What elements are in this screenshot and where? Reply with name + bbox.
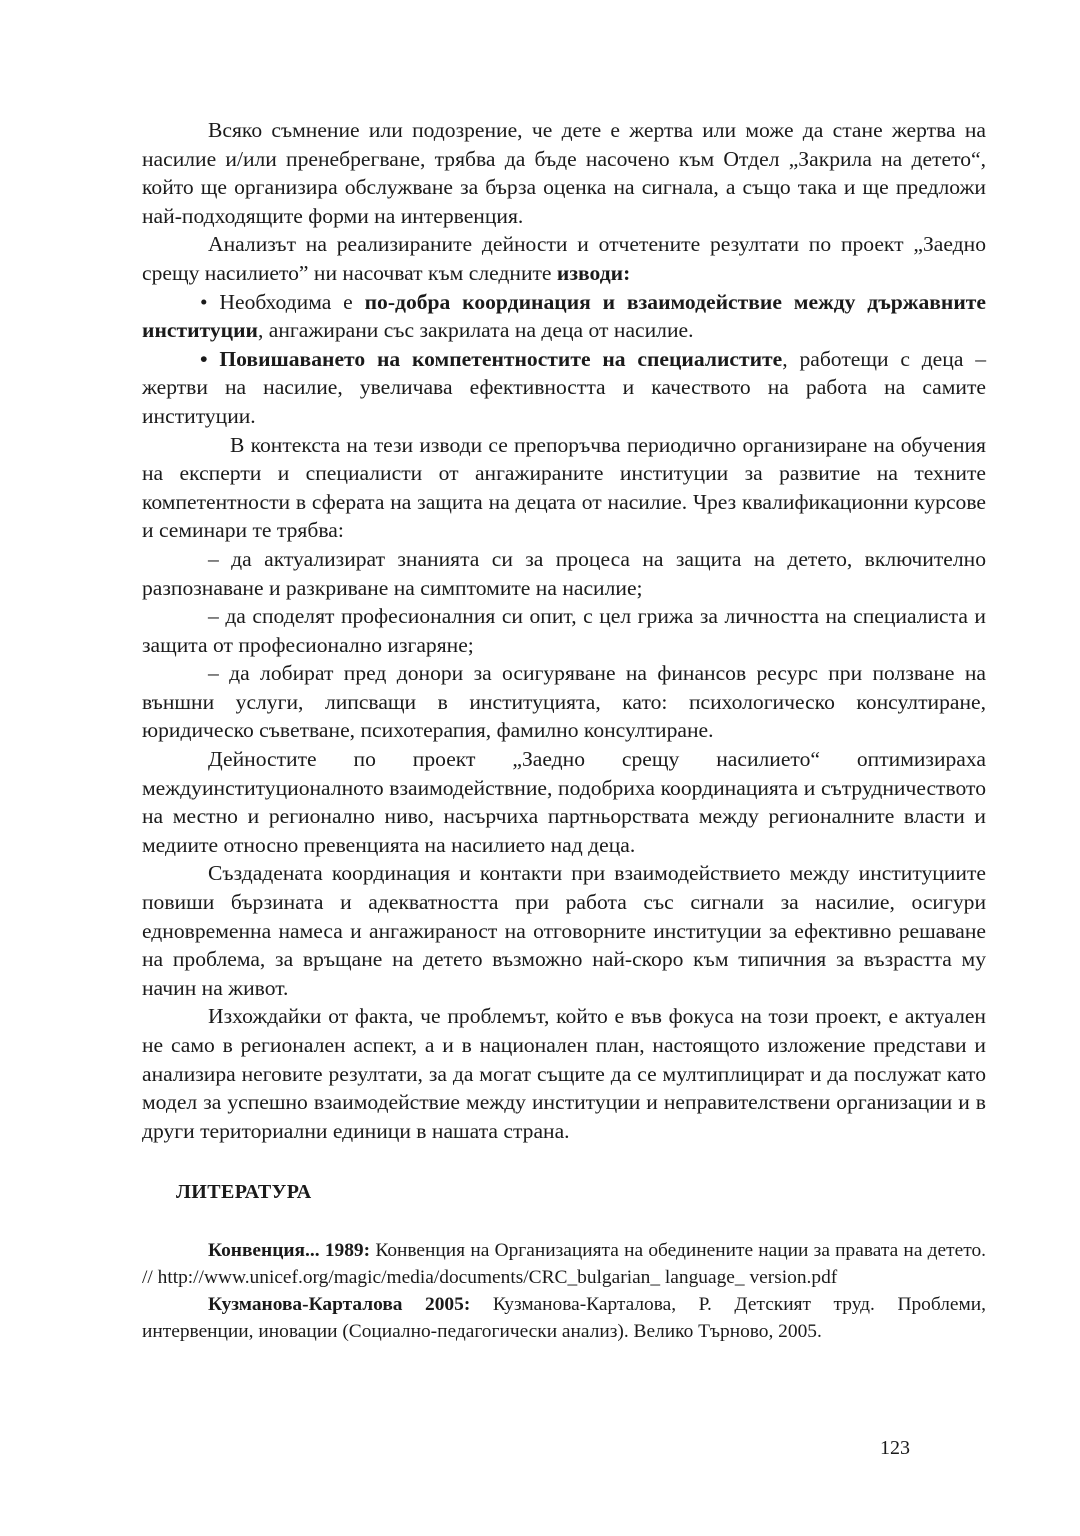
reference-item — [142, 1238, 986, 1292]
bullet-coordination-bold: по-добра координация и взаимодействие между държавните институции — [142, 289, 986, 343]
bullet-coordination-rest: , ангажирани със закрилата на деца от насилие. — [257, 318, 694, 343]
conclusions-intro-text: Анализът на реализираните дейности и отчетените резултати по проект „Заедно срещу насилието” ни насочват към следните — [142, 232, 986, 285]
bullet-competence — [142, 345, 986, 431]
reference-item — [142, 1292, 986, 1346]
literature-heading: ЛИТЕРАТУРА — [176, 1181, 312, 1204]
paragraph-coordination-results: Създадената координация и контакти при взаимодействието между институциите повиши бързината и адекватността при работа със сигнали за насилие, осигури едновременна намеса и ангажираност на отговорните институции за ефективно решаване на проблема, за връщане на детето възможно най-скоро към типичния за възрастта му начин на живот. — [142, 861, 986, 1000]
bullet-competence-rest: , работещи с деца – жертви на насилие, увеличава ефективността и качеството на работа на самите институции. — [142, 346, 987, 428]
dash-item-lobbying: – да лобират пред донори за осигуряване на финансов ресурс при ползване на външни услуги, липсващи в институцията, като: психологическо консултиране, юридическо съветване, психотерапия, фамилно консултиране. — [142, 661, 986, 743]
paragraph-conclusions-intro — [142, 230, 986, 287]
conclusions-label: изводи: — [556, 260, 631, 285]
dash-item-experience: – да споделят професионалния си опит, с цел грижа за личността на специалиста и защита от професионално изгаряне; — [142, 604, 986, 657]
page-number: 123 — [880, 1437, 910, 1459]
reference-key: Конвенция... 1989: — [208, 1240, 371, 1262]
paragraph-training-recommendation: В контекста на тези изводи се препоръчва периодично организиране на обучения на експерти и специалисти от ангажираните институции за развитие на техните компетентности в сферата на защита на децата от насилие. Чрез квалификационни курсове и семинари те трябва: — [142, 432, 986, 543]
bullet-competence-bold: • Повишаването на компетентностите на специалистите — [200, 346, 783, 371]
dash-item-knowledge: – да актуализират знанията си за процеса на защита на детето, включително разпознаване и разкриване на симптомите на насилие; — [142, 546, 986, 600]
bullet-coordination — [142, 288, 986, 345]
paragraph-closing: Изхождайки от факта, че проблемът, който е във фокуса на този проект, е актуален не само в регионален аспект, а и в национален план, настоящото изложение представи и анализира неговите резултати, за да могат същите да се мултиплицират и да послужат като модел за успешно взаимодействие между институции и неправителствени организации и в други териториални единици в нашата страна. — [142, 1004, 986, 1143]
reference-text: Кузманова-Карталова, Р. Детският труд. Проблеми, интервенции, иновации (Социално-педагогически анализ). Велико Търново, 2005. — [142, 1293, 986, 1342]
paragraph-project-activities: Дейностите по проект „Заедно срещу насилието“ оптимизираха междуинституционалното взаимодействние, подобриха координацията и сътрудничеството на местно и регионално ниво, насърчиха партньорствата между регионалните власти и медиите относно превенцията на насилието над деца. — [142, 747, 986, 857]
document-page — [142, 116, 986, 1346]
reference-list — [142, 1238, 986, 1345]
reference-key: Кузманова-Карталова 2005: — [208, 1293, 471, 1315]
body-text — [142, 116, 986, 1145]
paragraph-signal-referral: Всяко съмнение или подозрение, че дете е жертва или може да стане жертва на насилие и/или пренебрегване, трябва да бъде насочено към Отдел „Закрила на детето“, който ще организира обслужване за бърза оценка на сигнала, а също така и ще предложи най-подходящите форми на интервенция. — [142, 118, 986, 228]
reference-text: Конвенция на Организацията на обединените нации за правата на детето. // http://www.unicef.org/magic/media/documents/CRC_bulgarian_ language_ version.pdf — [142, 1240, 986, 1289]
bullet-coordination-prefix: • Необходима е — [200, 289, 365, 314]
